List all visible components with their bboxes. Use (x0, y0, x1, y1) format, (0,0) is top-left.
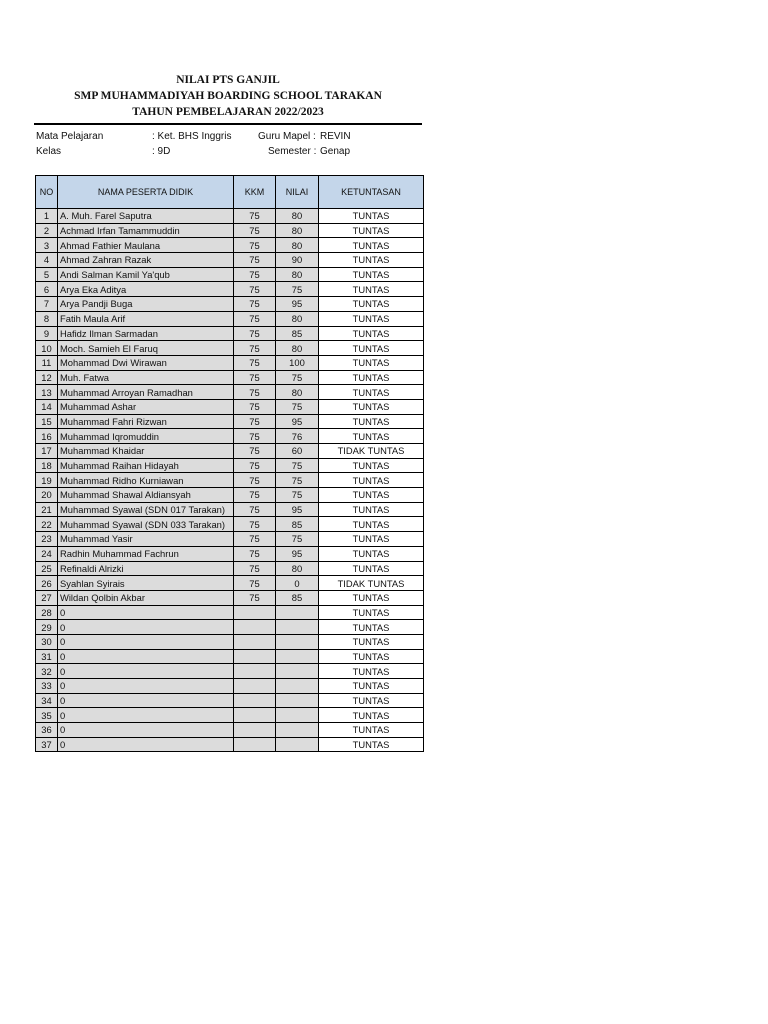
kkm-value: 75 (234, 282, 276, 297)
kkm-value: 75 (234, 223, 276, 238)
status-value: TUNTAS (319, 458, 424, 473)
status-value: TUNTAS (319, 473, 424, 488)
status-value: TUNTAS (319, 664, 424, 679)
teacher-value: REVIN (320, 131, 351, 142)
score-value: 80 (276, 341, 319, 356)
status-value: TIDAK TUNTAS (319, 576, 424, 591)
kkm-value: 75 (234, 517, 276, 532)
row-number: 29 (36, 620, 58, 635)
student-name: Hafidz Ilman Sarmadan (58, 326, 234, 341)
student-name: Refinaldi Alrizki (58, 561, 234, 576)
kkm-value: 75 (234, 546, 276, 561)
score-value: 100 (276, 355, 319, 370)
table-row (36, 238, 424, 253)
status-value: TUNTAS (319, 488, 424, 503)
table-row (36, 723, 424, 738)
status-value: TUNTAS (319, 297, 424, 312)
document-header (34, 72, 422, 120)
row-number: 16 (36, 429, 58, 444)
row-number: 17 (36, 444, 58, 459)
status-value: TUNTAS (319, 414, 424, 429)
table-row (36, 546, 424, 561)
row-number: 28 (36, 605, 58, 620)
status-value: TUNTAS (319, 223, 424, 238)
subject-value: : Ket. BHS Inggris (152, 131, 232, 142)
grades-table (35, 175, 424, 752)
table-row (36, 253, 424, 268)
table-row (36, 311, 424, 326)
score-value: 80 (276, 311, 319, 326)
kkm-value: 75 (234, 444, 276, 459)
header-divider (34, 123, 422, 125)
student-name: Muhammad Khaidar (58, 444, 234, 459)
student-name: 0 (58, 605, 234, 620)
score-value (276, 693, 319, 708)
status-value: TUNTAS (319, 708, 424, 723)
status-value: TUNTAS (319, 737, 424, 752)
score-value: 95 (276, 297, 319, 312)
student-name: Arya Eka Aditya (58, 282, 234, 297)
status-value: TUNTAS (319, 517, 424, 532)
subject-label: Mata Pelajaran (36, 131, 104, 142)
table-row (36, 223, 424, 238)
status-value: TUNTAS (319, 399, 424, 414)
status-value: TUNTAS (319, 502, 424, 517)
student-name: 0 (58, 708, 234, 723)
status-value: TUNTAS (319, 253, 424, 268)
score-value: 80 (276, 238, 319, 253)
row-number: 7 (36, 297, 58, 312)
kkm-value: 75 (234, 370, 276, 385)
row-number: 20 (36, 488, 58, 503)
teacher-label: Guru Mapel : (258, 131, 316, 142)
row-number: 27 (36, 590, 58, 605)
table-row (36, 576, 424, 591)
student-name: Radhin Muhammad Fachrun (58, 546, 234, 561)
student-name: 0 (58, 634, 234, 649)
row-number: 34 (36, 693, 58, 708)
table-row (36, 517, 424, 532)
score-value: 75 (276, 473, 319, 488)
status-value: TUNTAS (319, 723, 424, 738)
table-row (36, 341, 424, 356)
table-row (36, 502, 424, 517)
score-value: 75 (276, 458, 319, 473)
row-number: 24 (36, 546, 58, 561)
row-number: 35 (36, 708, 58, 723)
table-row (36, 532, 424, 547)
student-name: Muhammad Syawal (SDN 017 Tarakan) (58, 502, 234, 517)
score-value: 90 (276, 253, 319, 268)
row-number: 30 (36, 634, 58, 649)
kkm-value (234, 679, 276, 694)
kkm-value: 75 (234, 590, 276, 605)
status-value: TUNTAS (319, 546, 424, 561)
kkm-value: 75 (234, 473, 276, 488)
col-header-status: KETUNTASAN (319, 176, 424, 209)
table-row (36, 297, 424, 312)
row-number: 18 (36, 458, 58, 473)
score-value: 80 (276, 385, 319, 400)
status-value: TUNTAS (319, 282, 424, 297)
table-row (36, 590, 424, 605)
row-number: 32 (36, 664, 58, 679)
student-name: Mohammad Dwi Wirawan (58, 355, 234, 370)
semester-label: Semester : (268, 146, 317, 157)
table-row (36, 209, 424, 224)
kkm-value (234, 620, 276, 635)
status-value: TIDAK TUNTAS (319, 444, 424, 459)
student-name: Muhammad Iqromuddin (58, 429, 234, 444)
score-value: 80 (276, 267, 319, 282)
status-value: TUNTAS (319, 238, 424, 253)
row-number: 13 (36, 385, 58, 400)
kkm-value: 75 (234, 341, 276, 356)
student-name: Ahmad Fathier Maulana (58, 238, 234, 253)
student-name: 0 (58, 723, 234, 738)
table-row (36, 679, 424, 694)
kkm-value: 75 (234, 311, 276, 326)
row-number: 19 (36, 473, 58, 488)
status-value: TUNTAS (319, 693, 424, 708)
row-number: 22 (36, 517, 58, 532)
student-name: Moch. Samieh El Faruq (58, 341, 234, 356)
table-row (36, 414, 424, 429)
score-value: 95 (276, 414, 319, 429)
student-name: 0 (58, 679, 234, 694)
row-number: 10 (36, 341, 58, 356)
table-row (36, 664, 424, 679)
table-row (36, 326, 424, 341)
kkm-value (234, 708, 276, 723)
kkm-value: 75 (234, 238, 276, 253)
score-value: 80 (276, 223, 319, 238)
kkm-value: 75 (234, 414, 276, 429)
student-name: Muhammad Syawal (SDN 033 Tarakan) (58, 517, 234, 532)
table-row (36, 737, 424, 752)
kkm-value: 75 (234, 429, 276, 444)
kkm-value: 75 (234, 576, 276, 591)
status-value: TUNTAS (319, 209, 424, 224)
status-value: TUNTAS (319, 605, 424, 620)
report-title: NILAI PTS GANJIL (176, 74, 280, 86)
table-row (36, 399, 424, 414)
kkm-value: 75 (234, 209, 276, 224)
table-row (36, 634, 424, 649)
student-name: Muhammad Arroyan Ramadhan (58, 385, 234, 400)
academic-year: TAHUN PEMBELAJARAN 2022/2023 (132, 106, 324, 118)
status-value: TUNTAS (319, 532, 424, 547)
score-value: 80 (276, 561, 319, 576)
kkm-value (234, 737, 276, 752)
kkm-value: 75 (234, 488, 276, 503)
row-number: 1 (36, 209, 58, 224)
student-name: Muh. Fatwa (58, 370, 234, 385)
kkm-value: 75 (234, 399, 276, 414)
score-value: 80 (276, 209, 319, 224)
row-number: 37 (36, 737, 58, 752)
status-value: TUNTAS (319, 370, 424, 385)
row-number: 31 (36, 649, 58, 664)
score-value (276, 708, 319, 723)
student-name: Muhammad Raihan Hidayah (58, 458, 234, 473)
student-name: A. Muh. Farel Saputra (58, 209, 234, 224)
kkm-value: 75 (234, 561, 276, 576)
kkm-value: 75 (234, 326, 276, 341)
row-number: 23 (36, 532, 58, 547)
student-name: Arya Pandji Buga (58, 297, 234, 312)
student-name: 0 (58, 737, 234, 752)
table-body (36, 209, 424, 752)
row-number: 3 (36, 238, 58, 253)
row-number: 9 (36, 326, 58, 341)
row-number: 5 (36, 267, 58, 282)
table-row (36, 693, 424, 708)
student-name: 0 (58, 649, 234, 664)
kkm-value (234, 693, 276, 708)
student-name: Muhammad Fahri Rizwan (58, 414, 234, 429)
score-value (276, 679, 319, 694)
table-row (36, 488, 424, 503)
kkm-value: 75 (234, 253, 276, 268)
table-header-row (36, 176, 424, 209)
kkm-value: 75 (234, 532, 276, 547)
table-row (36, 561, 424, 576)
kkm-value (234, 649, 276, 664)
score-value (276, 723, 319, 738)
class-value: : 9D (152, 146, 171, 157)
table-row (36, 355, 424, 370)
student-name: 0 (58, 664, 234, 679)
col-header-no: NO (36, 176, 58, 209)
score-value: 75 (276, 532, 319, 547)
status-value: TUNTAS (319, 267, 424, 282)
score-value: 75 (276, 370, 319, 385)
kkm-value: 75 (234, 267, 276, 282)
status-value: TUNTAS (319, 311, 424, 326)
table-row (36, 385, 424, 400)
row-number: 11 (36, 355, 58, 370)
table-row (36, 605, 424, 620)
school-name: SMP MUHAMMADIYAH BOARDING SCHOOL TARAKAN (74, 90, 382, 102)
score-value: 75 (276, 399, 319, 414)
kkm-value: 75 (234, 297, 276, 312)
status-value: TUNTAS (319, 341, 424, 356)
score-value: 76 (276, 429, 319, 444)
table-row (36, 473, 424, 488)
score-value (276, 664, 319, 679)
student-name: Andi Salman Kamil Ya'qub (58, 267, 234, 282)
status-value: TUNTAS (319, 590, 424, 605)
row-number: 15 (36, 414, 58, 429)
row-number: 21 (36, 502, 58, 517)
status-value: TUNTAS (319, 355, 424, 370)
score-value (276, 634, 319, 649)
table-row (36, 370, 424, 385)
table-row (36, 708, 424, 723)
student-name: Muhammad Ridho Kurniawan (58, 473, 234, 488)
status-value: TUNTAS (319, 326, 424, 341)
status-value: TUNTAS (319, 561, 424, 576)
score-value: 95 (276, 546, 319, 561)
score-value: 95 (276, 502, 319, 517)
student-name: Muhammad Ashar (58, 399, 234, 414)
student-name: Syahlan Syirais (58, 576, 234, 591)
score-value: 75 (276, 282, 319, 297)
table-row (36, 458, 424, 473)
row-number: 25 (36, 561, 58, 576)
kkm-value (234, 605, 276, 620)
row-number: 6 (36, 282, 58, 297)
col-header-kkm: KKM (234, 176, 276, 209)
score-value (276, 737, 319, 752)
status-value: TUNTAS (319, 385, 424, 400)
row-number: 4 (36, 253, 58, 268)
score-value: 85 (276, 326, 319, 341)
score-value (276, 649, 319, 664)
table-row (36, 282, 424, 297)
student-name: Muhammad Shawal Aldiansyah (58, 488, 234, 503)
class-label: Kelas (36, 146, 62, 157)
status-value: TUNTAS (319, 620, 424, 635)
student-name: Ahmad Zahran Razak (58, 253, 234, 268)
student-name: 0 (58, 620, 234, 635)
kkm-value: 75 (234, 385, 276, 400)
col-header-score: NILAI (276, 176, 319, 209)
table-row (36, 267, 424, 282)
row-number: 14 (36, 399, 58, 414)
row-number: 33 (36, 679, 58, 694)
row-number: 36 (36, 723, 58, 738)
status-value: TUNTAS (319, 634, 424, 649)
score-value: 85 (276, 517, 319, 532)
kkm-value (234, 634, 276, 649)
row-number: 26 (36, 576, 58, 591)
student-name: Muhammad Yasir (58, 532, 234, 547)
student-name: Wildan Qolbin Akbar (58, 590, 234, 605)
kkm-value (234, 664, 276, 679)
score-value: 60 (276, 444, 319, 459)
score-value (276, 620, 319, 635)
row-number: 8 (36, 311, 58, 326)
student-name: Fatih Maula Arif (58, 311, 234, 326)
status-value: TUNTAS (319, 649, 424, 664)
table-row (36, 444, 424, 459)
table-row (36, 649, 424, 664)
student-name: 0 (58, 693, 234, 708)
score-value: 0 (276, 576, 319, 591)
kkm-value: 75 (234, 355, 276, 370)
row-number: 12 (36, 370, 58, 385)
score-value (276, 605, 319, 620)
row-number: 2 (36, 223, 58, 238)
status-value: TUNTAS (319, 429, 424, 444)
score-value: 85 (276, 590, 319, 605)
table-row (36, 429, 424, 444)
col-header-name: NAMA PESERTA DIDIK (58, 176, 234, 209)
kkm-value (234, 723, 276, 738)
score-value: 75 (276, 488, 319, 503)
kkm-value: 75 (234, 502, 276, 517)
status-value: TUNTAS (319, 679, 424, 694)
kkm-value: 75 (234, 458, 276, 473)
student-name: Achmad Irfan Tamammuddin (58, 223, 234, 238)
semester-value: Genap (320, 146, 351, 157)
table-row (36, 620, 424, 635)
